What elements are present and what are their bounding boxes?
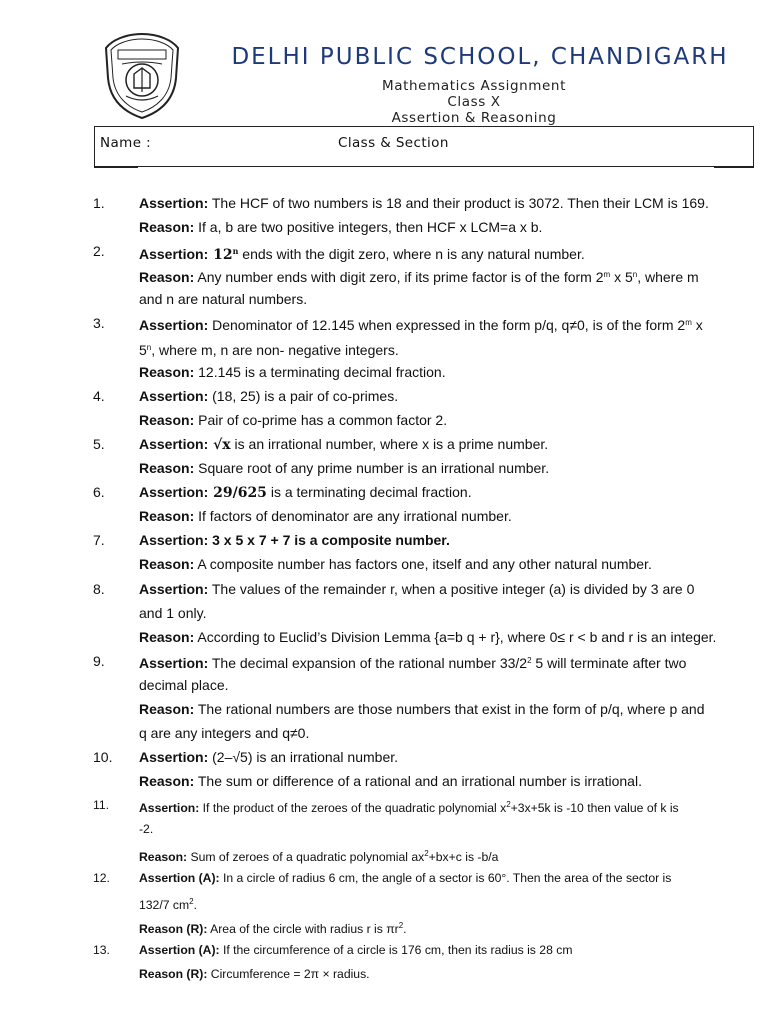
question-line — [0, 432, 768, 456]
question-number: 8. — [93, 580, 105, 597]
text: and n are natural numbers. — [139, 291, 308, 308]
question-number: 3. — [93, 315, 105, 332]
question-text — [139, 577, 694, 601]
label-bold: Reason: — [139, 363, 195, 380]
label-bold: Assertion: 3 x 5 x 7 + 7 is a composite number. — [139, 532, 450, 549]
question-text — [139, 528, 450, 552]
text: q are any integers and q≠0. — [139, 725, 310, 742]
label-bold: Reason: — [139, 269, 195, 286]
label-bold: Assertion (A): — [139, 870, 220, 885]
question-line — [0, 938, 768, 962]
question-number: 7. — [93, 532, 105, 549]
question-line — [0, 336, 768, 360]
assignment-topic: Assertion & Reasoning — [391, 110, 557, 126]
question-line — [0, 360, 768, 384]
text: x 5 — [610, 269, 633, 286]
question-number: 5. — [93, 435, 105, 452]
text: The rational numbers are those numbers that exist in the form of p/q, where p and — [194, 700, 705, 717]
text: If factors of denominator are any irrational number. — [194, 508, 512, 525]
superscript: n — [232, 246, 239, 257]
question-line — [0, 480, 768, 504]
text: is a terminating decimal fraction. — [266, 484, 472, 501]
question-line — [0, 552, 768, 576]
label-bold: Assertion: — [139, 435, 209, 452]
superscript: 2 — [189, 896, 194, 906]
question-line — [0, 793, 768, 817]
question-text — [139, 866, 671, 890]
question-text — [139, 432, 548, 457]
question-number: 12. — [93, 870, 110, 885]
math-expression: √x — [208, 436, 231, 453]
text: The values of the remainder r, when a positive integer (a) is divided by 3 are 0 — [208, 580, 695, 597]
label-bold: Reason (R): — [139, 967, 208, 981]
question-line — [0, 456, 768, 480]
text: 132/7 cm — [139, 897, 190, 912]
student-details-box — [94, 126, 754, 167]
text: Area of the circle with radius r is πr — [207, 921, 399, 936]
question-number: 4. — [93, 387, 105, 404]
superscript: n — [146, 342, 152, 352]
question-text — [139, 793, 679, 820]
question-line — [0, 384, 768, 408]
name-label: Name : — [100, 135, 152, 151]
question-text — [139, 456, 549, 480]
label-bold: Reason: — [139, 849, 188, 864]
question-line — [0, 673, 768, 697]
text: +bx+c is -b/a — [428, 849, 499, 864]
question-text — [139, 697, 704, 721]
question-text — [139, 673, 229, 697]
text: +3x+5k is -10 then value of k is — [510, 801, 679, 816]
question-number: 9. — [93, 652, 105, 669]
question-line — [0, 504, 768, 528]
question-text — [139, 263, 699, 289]
text: The HCF of two numbers is 18 and their product is 3072. Then their LCM is 169. — [208, 195, 709, 211]
question-line — [0, 721, 768, 745]
text: x — [691, 317, 703, 334]
question-text — [139, 384, 398, 408]
question-line — [0, 769, 768, 793]
question-line — [0, 601, 768, 625]
school-name: DELHI PUBLIC SCHOOL, CHANDIGARH — [231, 44, 729, 70]
question-text — [139, 215, 542, 239]
text: Square root of any prime number is an irrational number. — [194, 460, 550, 477]
question-text — [139, 745, 398, 769]
question-text — [139, 721, 309, 745]
name-underline — [94, 167, 138, 168]
label-bold: Assertion (A): — [139, 942, 220, 957]
question-text — [139, 311, 703, 337]
question-text — [139, 191, 709, 215]
text: Pair of co-prime has a common factor 2. — [194, 411, 448, 428]
question-line — [0, 215, 768, 239]
text: , where m, n are non- negative integers. — [151, 341, 399, 358]
class-section-label: Class & Section — [338, 135, 449, 151]
question-number: 11. — [93, 798, 110, 813]
question-text — [139, 962, 370, 986]
superscript: m — [685, 318, 692, 328]
question-line — [0, 263, 768, 287]
question-line — [0, 287, 768, 311]
text: . — [403, 921, 407, 936]
text: . — [193, 897, 197, 912]
question-text — [139, 914, 407, 941]
question-line — [0, 625, 768, 649]
text: Circumference = 2π × radius. — [207, 967, 370, 981]
question-line — [0, 890, 768, 914]
label-bold: Assertion: — [139, 484, 209, 501]
question-line — [0, 914, 768, 938]
text: The sum or difference of a rational and an irrational number is irrational. — [194, 773, 642, 790]
question-line — [0, 649, 768, 673]
question-number: 2. — [93, 243, 105, 260]
assignment-subject: Mathematics Assignment — [382, 78, 566, 94]
question-line — [0, 745, 768, 769]
question-line — [0, 191, 768, 215]
superscript: 2 — [424, 848, 429, 858]
math-expression: 12 — [208, 247, 233, 264]
school-crest-logo — [100, 30, 184, 120]
math-expression: 29/625 — [208, 485, 267, 502]
question-text — [139, 552, 652, 576]
superscript: m — [603, 270, 611, 280]
text: If the circumference of a circle is 176 cm, then its radius is 28 cm — [219, 942, 573, 957]
text: Any number ends with digit zero, if its prime factor is of the form 2 — [194, 269, 604, 286]
question-text — [139, 842, 498, 869]
question-text — [139, 601, 206, 625]
label-bold: Reason: — [139, 556, 195, 573]
question-number: 10. — [93, 749, 113, 766]
question-line — [0, 311, 768, 335]
text: A composite number has factors one, itself and any other natural number. — [194, 556, 652, 573]
question-line — [0, 962, 768, 986]
question-text — [139, 625, 716, 649]
label-bold: Assertion: — [139, 387, 209, 404]
text: is an irrational number, where x is a prime number. — [230, 435, 549, 452]
text: Denominator of 12.145 when expressed in the form p/q, q≠0, is of the form 2 — [208, 317, 686, 334]
label-bold: Reason: — [139, 219, 195, 236]
question-line — [0, 842, 768, 866]
superscript: 2 — [398, 920, 404, 930]
text: In a circle of radius 6 cm, the angle of a sector is 60°. Then the area of the sector is — [219, 870, 672, 885]
label-bold: Assertion: — [139, 317, 209, 334]
question-text — [139, 287, 307, 311]
text: Sum of zeroes of a quadratic polynomial ax — [187, 849, 425, 864]
question-line — [0, 528, 768, 552]
question-text — [139, 890, 197, 917]
label-bold: Reason: — [139, 773, 195, 790]
text: The decimal expansion of the rational number 33/2 — [208, 654, 528, 671]
label-bold: Assertion: — [139, 580, 209, 597]
text: If the product of the zeroes of the quadratic polynomial x — [199, 801, 507, 816]
text: According to Euclid’s Division Lemma {a=b q + r}, where 0≤ r < b and r is an integer. — [194, 628, 717, 645]
text: 12.145 is a terminating decimal fraction. — [194, 363, 446, 380]
label-bold: Assertion: — [139, 246, 209, 263]
question-line — [0, 866, 768, 890]
question-line — [0, 577, 768, 601]
question-text — [139, 336, 399, 362]
assignment-class: Class X — [447, 94, 501, 110]
question-number: 1. — [93, 195, 105, 211]
text: decimal place. — [139, 676, 229, 693]
question-text — [139, 408, 447, 432]
label-bold: Assertion: — [139, 801, 200, 816]
question-text — [139, 480, 472, 505]
text: , where m — [637, 269, 699, 286]
question-line — [0, 239, 768, 263]
question-text — [139, 938, 572, 962]
question-text — [139, 817, 153, 841]
question-text — [139, 504, 512, 528]
question-text — [139, 649, 686, 675]
text: (2–√5) is an irrational number. — [208, 749, 399, 766]
question-line — [0, 697, 768, 721]
question-list — [0, 191, 768, 986]
text: 5 — [139, 341, 147, 358]
superscript: 2 — [506, 800, 511, 810]
label-bold: Reason: — [139, 508, 195, 525]
text: and 1 only. — [139, 604, 207, 621]
superscript: 2 — [527, 655, 532, 665]
section-underline — [714, 167, 754, 168]
question-text — [139, 769, 642, 793]
label-bold: Reason: — [139, 700, 195, 717]
question-line — [0, 817, 768, 841]
label-bold: Reason: — [139, 460, 195, 477]
label-bold: Assertion: — [139, 654, 209, 671]
text: 5 will terminate after two — [531, 654, 687, 671]
superscript: n — [632, 270, 638, 280]
label-bold: Assertion: — [139, 195, 209, 211]
text: ends with the digit zero, where n is any natural number. — [238, 246, 585, 263]
label-bold: Reason (R): — [139, 921, 208, 936]
question-number: 13. — [93, 942, 110, 957]
label-bold: Reason: — [139, 628, 195, 645]
question-number: 6. — [93, 484, 105, 501]
text: If a, b are two positive integers, then HCF x LCM=a x b. — [194, 219, 543, 236]
question-text — [139, 360, 446, 384]
label-bold: Reason: — [139, 411, 195, 428]
question-line — [0, 408, 768, 432]
text: -2. — [139, 822, 154, 837]
label-bold: Assertion: — [139, 749, 209, 766]
text: (18, 25) is a pair of co-primes. — [208, 387, 399, 404]
